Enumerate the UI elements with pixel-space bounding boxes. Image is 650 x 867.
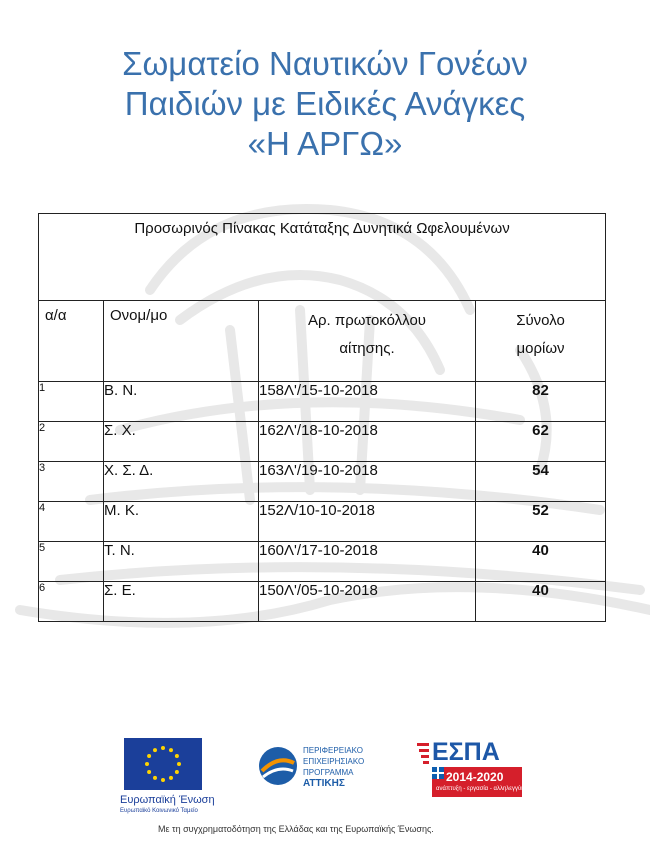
eu-flag-icon — [124, 738, 202, 790]
espa-slogan: ανάπτυξη - εργασία - αλληλεγγύη — [436, 786, 525, 792]
row-name: Σ. Χ. — [104, 422, 259, 462]
row-score: 40 — [476, 582, 606, 622]
eu-sublabel: Ευρωπαϊκό Κοινωνικό Ταμείο — [120, 808, 198, 814]
row-protocol: 150Λ'/05-10-2018 — [259, 582, 476, 622]
table-caption: Προσωρινός Πίνακας Κατάταξης Δυνητικά Ωφελουμένων — [39, 214, 606, 301]
title-line-3: «Η ΑΡΓΩ» — [247, 125, 403, 162]
eu-star-icon — [161, 746, 165, 750]
row-score: 40 — [476, 542, 606, 582]
row-protocol: 162Λ'/18-10-2018 — [259, 422, 476, 462]
ranking-table — [38, 213, 606, 622]
row-name: Τ. Ν. — [104, 542, 259, 582]
row-index: 4 — [39, 502, 104, 542]
table-row — [39, 422, 606, 462]
espa-logo: ΕΣΠΑ — [432, 738, 500, 766]
table-row — [39, 542, 606, 582]
cofunding-note: Με τη συγχρηματοδότηση της Ελλάδας και της Ευρωπαϊκής Ένωσης. — [158, 824, 434, 834]
table-row — [39, 462, 606, 502]
row-index: 2 — [39, 422, 104, 462]
table-header-row — [39, 301, 606, 382]
greek-flag-icon — [432, 767, 444, 779]
eu-star-icon — [169, 776, 173, 780]
region-program-text — [303, 745, 364, 789]
row-index: 6 — [39, 582, 104, 622]
region-attica-emblem-icon — [257, 745, 299, 787]
row-index: 5 — [39, 542, 104, 582]
column-header-protocol — [259, 301, 475, 369]
eu-star-icon — [153, 748, 157, 752]
espa-stripes-icon — [417, 743, 429, 765]
region-line-1: ΠΕΡΙΦΕΡΕΙΑΚΟ — [303, 746, 363, 755]
eu-star-icon — [153, 776, 157, 780]
row-protocol: 158Λ'/15-10-2018 — [259, 382, 476, 422]
title-line-2: Παιδιών με Ειδικές Ανάγκες — [124, 85, 526, 122]
region-line-3: ΠΡΟΓΡΑΜΜΑ — [303, 768, 354, 777]
eu-label: Ευρωπαϊκή Ένωση — [120, 794, 215, 806]
eu-star-icon — [161, 778, 165, 782]
eu-star-icon — [175, 754, 179, 758]
row-index: 3 — [39, 462, 104, 502]
title-line-1: Σωματείο Ναυτικών Γονέων — [122, 45, 528, 82]
row-score: 54 — [476, 462, 606, 502]
eu-star-icon — [177, 762, 181, 766]
table-row — [39, 382, 606, 422]
row-protocol: 163Λ'/19-10-2018 — [259, 462, 476, 502]
column-header-score-line-2: μορίων — [516, 340, 565, 357]
column-header-score-line-1: Σύνολο — [516, 312, 565, 329]
eu-star-icon — [147, 770, 151, 774]
eu-star-icon — [175, 770, 179, 774]
row-name: Β. Ν. — [104, 382, 259, 422]
column-header-name: Ονομ/μο — [110, 307, 168, 324]
column-header-index: α/α — [45, 307, 67, 324]
row-index: 1 — [39, 382, 104, 422]
eu-star-icon — [145, 762, 149, 766]
row-score: 52 — [476, 502, 606, 542]
region-name: ΑΤΤΙΚΗΣ — [303, 778, 345, 789]
row-name: Χ. Σ. Δ. — [104, 462, 259, 502]
column-header-protocol-line-2: αίτησης. — [339, 340, 395, 357]
eu-star-icon — [169, 748, 173, 752]
funding-logos — [110, 727, 540, 837]
column-header-score — [476, 301, 605, 369]
column-header-protocol-line-1: Αρ. πρωτοκόλλου — [307, 312, 426, 329]
row-name: Σ. Ε. — [104, 582, 259, 622]
region-line-2: ΕΠΙΧΕΙΡΗΣΙΑΚΟ — [303, 757, 365, 766]
table-row — [39, 582, 606, 622]
eu-star-icon — [147, 754, 151, 758]
page-title — [0, 44, 650, 164]
row-protocol: 152Λ/10-10-2018 — [259, 502, 476, 542]
espa-years: 2014-2020 — [446, 770, 504, 784]
row-score: 82 — [476, 382, 606, 422]
row-score: 62 — [476, 422, 606, 462]
row-name: Μ. Κ. — [104, 502, 259, 542]
row-protocol: 160Λ'/17-10-2018 — [259, 542, 476, 582]
table-row — [39, 502, 606, 542]
